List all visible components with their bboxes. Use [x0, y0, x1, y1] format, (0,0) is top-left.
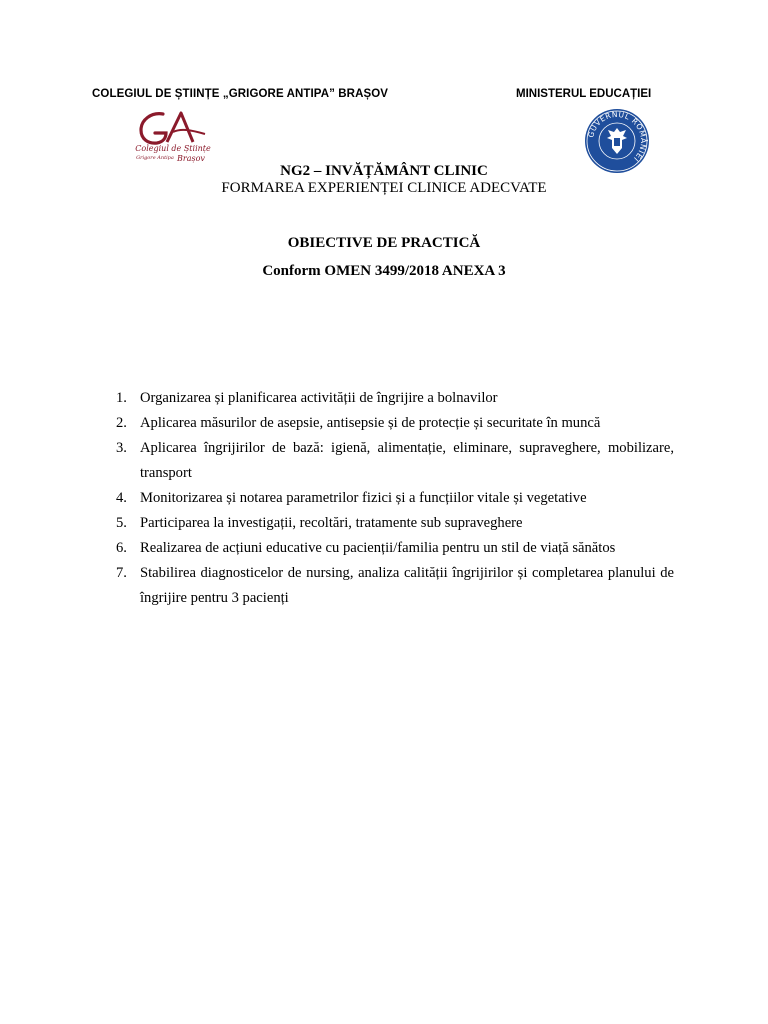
list-item-number: 6. — [116, 540, 127, 556]
list-item-text: Aplicarea îngrijirilor de bază: igienă, alimentație, eliminare, supraveghere, mobilizare, transport — [140, 440, 674, 481]
school-logo-line2: Grigore Antipa — [136, 155, 174, 161]
list-item — [110, 561, 674, 611]
legal-reference: Conform OMEN 3499/2018 ANEXA 3 — [262, 263, 506, 279]
list-item — [110, 436, 674, 486]
list-item — [110, 411, 674, 436]
school-logo-line3: Brașov — [177, 154, 205, 163]
list-item-text: Aplicarea măsurilor de asepsie, antisepsie și de protecție și securitate în muncă — [140, 415, 601, 431]
ministry-name-header: MINISTERUL EDUCAȚIEI — [516, 88, 652, 100]
list-item-number: 3. — [116, 440, 127, 456]
list-item — [110, 386, 674, 411]
list-item — [110, 486, 674, 511]
school-name-header: COLEGIUL DE ȘTIINȚE „GRIGORE ANTIPA” BRAȘOV — [92, 88, 389, 100]
school-logo — [133, 108, 215, 166]
module-title: NG2 – INVĂȚĂMÂNT CLINIC — [280, 163, 488, 179]
list-item-text: Stabilirea diagnosticelor de nursing, analiza calității îngrijirilor și completarea planului de îngrijire pentru 3 pacienți — [140, 565, 674, 606]
objectives-heading: OBIECTIVE DE PRACTICĂ — [287, 235, 481, 251]
list-item-number: 1. — [116, 390, 127, 406]
list-item-text: Realizarea de acțiuni educative cu pacienții/familia pentru un stil de viață sănătos — [140, 540, 616, 556]
list-item-text: Monitorizarea și notarea parametrilor fizici și a funcțiilor vitale și vegetative — [140, 490, 587, 506]
list-item-number: 7. — [116, 565, 127, 581]
list-item-number: 5. — [116, 515, 127, 531]
objectives-list — [110, 386, 674, 611]
seal-ring-text: GUVERNUL ROMÂNIEI — [586, 109, 649, 164]
list-item-text: Participarea la investigații, recoltări, tratamente sub supraveghere — [140, 515, 523, 531]
list-item-text: Organizarea și planificarea activității de îngrijire a bolnavilor — [140, 390, 498, 406]
list-item — [110, 536, 674, 561]
list-item-number: 2. — [116, 415, 127, 431]
school-logo-line1: Colegiul de Științe — [135, 144, 211, 153]
list-item — [110, 511, 674, 536]
list-item-number: 4. — [116, 490, 127, 506]
module-subtitle: FORMAREA EXPERIENȚEI CLINICE ADECVATE — [221, 180, 547, 196]
